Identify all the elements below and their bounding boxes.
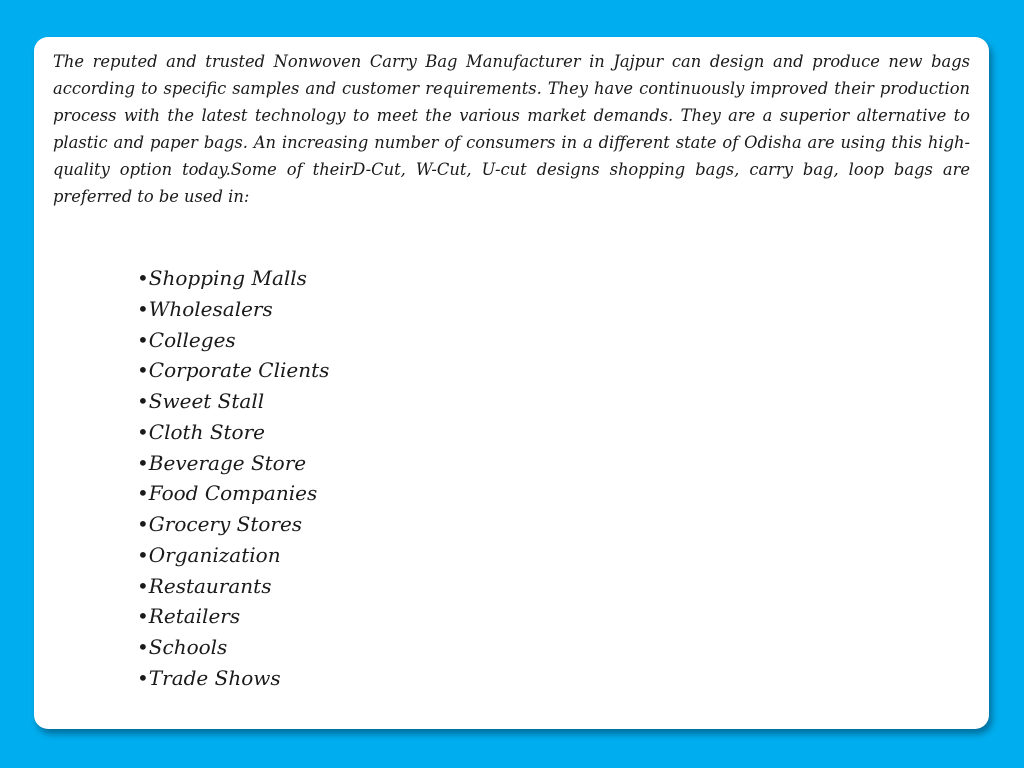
list-item bbox=[137, 540, 329, 571]
list-item bbox=[137, 355, 329, 386]
list-item bbox=[137, 571, 329, 602]
list-item bbox=[137, 417, 329, 448]
list-item bbox=[137, 509, 329, 540]
list-item-label: Restaurants bbox=[148, 573, 272, 598]
usage-list bbox=[137, 263, 329, 694]
list-item-label: Trade Shows bbox=[148, 665, 281, 690]
list-item bbox=[137, 294, 329, 325]
list-item-label: Wholesalers bbox=[148, 296, 273, 321]
list-item-label: Organization bbox=[148, 542, 281, 567]
bullet: • bbox=[137, 481, 149, 506]
bullet: • bbox=[137, 542, 149, 567]
list-item bbox=[137, 478, 329, 509]
slide-card bbox=[34, 37, 989, 729]
list-item-label: Shopping Malls bbox=[148, 266, 307, 290]
bullet: • bbox=[137, 573, 149, 598]
list-item bbox=[137, 263, 329, 294]
list-item-label: Colleges bbox=[148, 327, 236, 352]
list-item-label: Grocery Stores bbox=[148, 512, 303, 536]
bullet: • bbox=[137, 358, 149, 383]
bullet: • bbox=[137, 296, 149, 321]
intro-paragraph: The reputed and trusted Nonwoven Carry Bag Manufacturer in Jajpur can design and produce new bags according to specific samples and customer requirements. They have continuously improved their production process with the latest technology to meet the various market demands. They are a superior alternative to plastic and paper bags. An increasing number of consumers in a different state of Odisha are using this high-quality option today.Some of theirD-Cut, W-Cut, U-cut designs shopping bags, carry bag, loop bags are preferred to be used in: bbox=[53, 52, 970, 206]
list-item bbox=[137, 632, 329, 663]
bullet: • bbox=[137, 512, 149, 536]
list-item-label: Cloth Store bbox=[148, 419, 265, 444]
list-item bbox=[137, 448, 329, 479]
list-item bbox=[137, 386, 329, 417]
bullet: • bbox=[137, 327, 149, 352]
list-item-label: Food Companies bbox=[148, 481, 318, 506]
bullet: • bbox=[137, 635, 149, 659]
list-item bbox=[137, 663, 329, 694]
bullet: • bbox=[137, 389, 149, 413]
list-item-label: Beverage Store bbox=[148, 450, 307, 475]
list-item-label: Retailers bbox=[148, 604, 241, 629]
list-item-label: Sweet Stall bbox=[148, 389, 265, 413]
list-item bbox=[137, 325, 329, 356]
bullet: • bbox=[137, 266, 149, 290]
bullet: • bbox=[137, 665, 149, 690]
list-item bbox=[137, 601, 329, 632]
list-item-label: Corporate Clients bbox=[148, 358, 330, 383]
bullet: • bbox=[137, 450, 149, 475]
bullet: • bbox=[137, 604, 149, 629]
bullet: • bbox=[137, 419, 149, 444]
list-item-label: Schools bbox=[148, 635, 228, 659]
